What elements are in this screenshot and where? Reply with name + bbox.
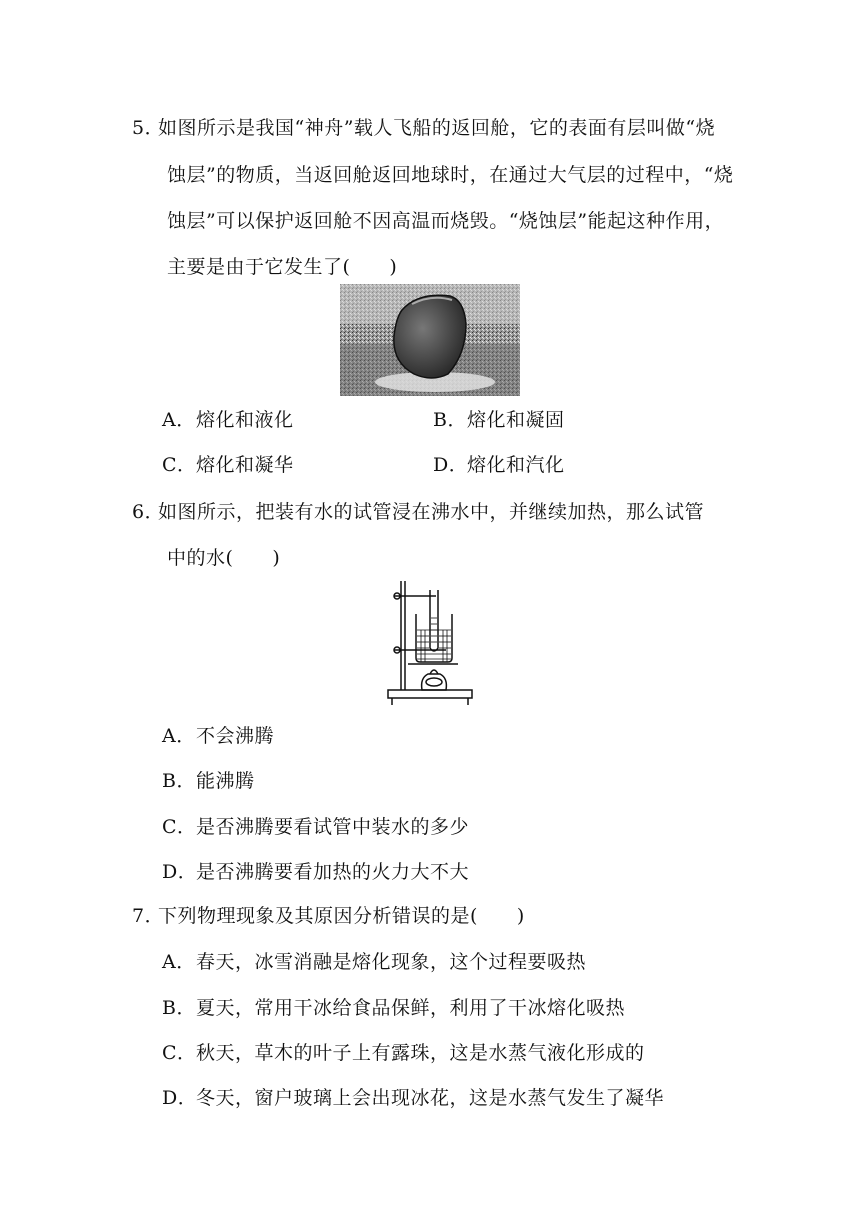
q5-line-3: 蚀层”可以保护返回舱不因高温而烧毁。“烧蚀层”能起这种作用， <box>167 210 725 232</box>
q7-number: 7． <box>132 905 165 927</box>
q5-option-d: D．熔化和汽化 <box>433 454 565 476</box>
q6-line-2: 中的水( ) <box>167 547 281 569</box>
q7-option-b: B．夏天，常用干冰给食品保鲜，利用了干冰熔化吸热 <box>162 997 626 1019</box>
q7-line-1: 7．下列物理现象及其原因分析错误的是( ) <box>132 905 525 927</box>
q6-line-1: 6．如图所示，把装有水的试管浸在沸水中，并继续加热，那么试管 <box>132 501 705 523</box>
q7-option-c: C．秋天，草木的叶子上有露珠，这是水蒸气液化形成的 <box>162 1042 645 1064</box>
q6-number: 6． <box>132 501 165 523</box>
q7-option-a: A．春天，冰雪消融是熔化现象，这个过程要吸热 <box>162 951 587 973</box>
q5-line-4: 主要是由于它发生了( ) <box>167 256 398 278</box>
q6-option-d: D．是否沸腾要看加热的火力大不大 <box>162 861 470 883</box>
q5-number: 5． <box>132 117 165 139</box>
return-capsule-figure <box>340 284 520 396</box>
q6-option-a: A．不会沸腾 <box>162 725 275 747</box>
q5-line-2: 蚀层”的物质，当返回舱返回地球时，在通过大气层的过程中，“烧 <box>167 164 734 186</box>
q7-option-d: D．冬天，窗户玻璃上会出现冰花，这是水蒸气发生了凝华 <box>162 1087 665 1109</box>
q5-option-a: A．熔化和液化 <box>162 409 294 431</box>
q5-line-1: 5．如图所示是我国“神舟”载人飞船的返回舱，它的表面有层叫做“烧 <box>132 117 716 139</box>
q5-option-c: C．熔化和凝华 <box>162 454 294 476</box>
test-tube-apparatus-figure <box>384 578 476 708</box>
q6-option-c: C．是否沸腾要看试管中装水的多少 <box>162 816 470 838</box>
q6-option-b: B．能沸腾 <box>162 770 255 792</box>
q5-option-b: B．熔化和凝固 <box>433 409 565 431</box>
